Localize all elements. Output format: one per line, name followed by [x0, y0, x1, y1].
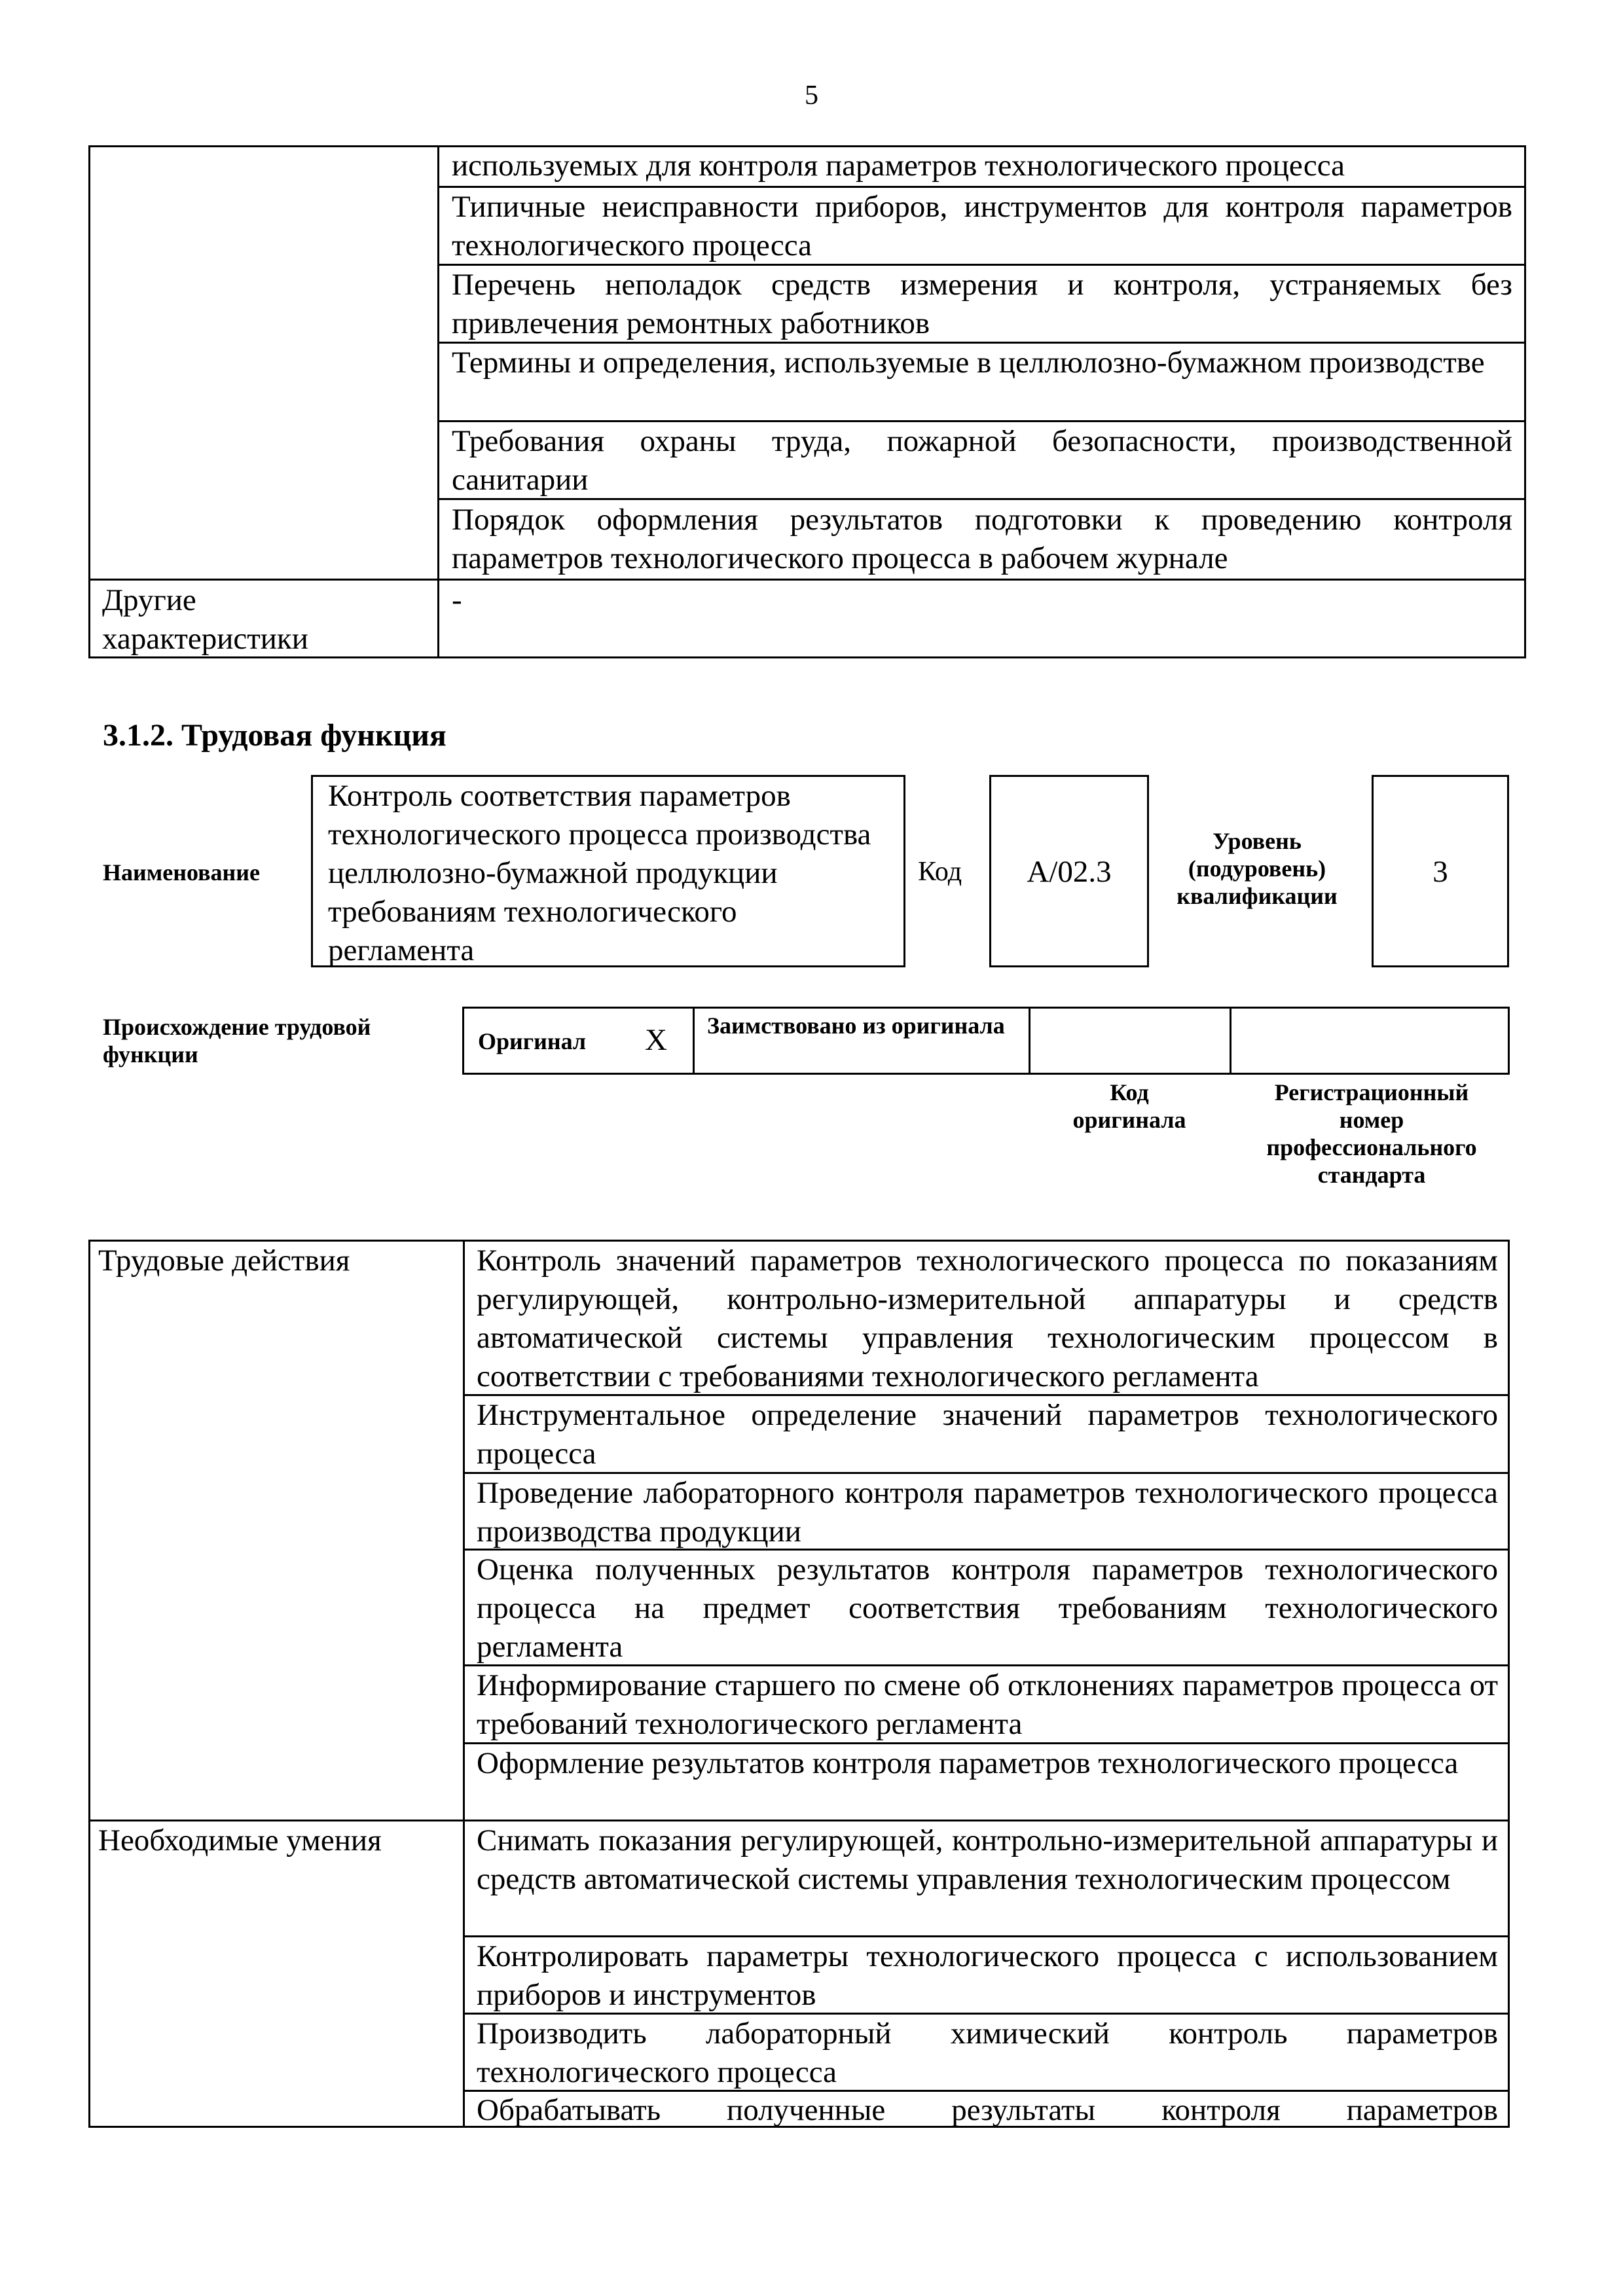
- code-value: А/02.3: [1027, 855, 1112, 889]
- name-label: Наименование: [103, 859, 260, 886]
- other-characteristics-label: Другие характеристики: [102, 583, 308, 656]
- labor-action-item: Информирование старшего по смене об отклонениях параметров процесса от требований технологического регламента: [477, 1668, 1498, 1741]
- other-characteristics-value: -: [452, 583, 462, 617]
- name-value: Контроль соответствия параметров технологического процесса производства целлюлозно-бумажной продукции требованиям технологического регламента: [328, 779, 871, 967]
- top-table-row: Типичные неисправности приборов, инструментов для контроля параметров технологического процесса: [452, 190, 1512, 262]
- top-table-row: Термины и определения, используемые в целлюлозно-бумажном производстве: [452, 346, 1485, 380]
- origin-reg-caption: Регистрационный номер профессионального стандарта: [1266, 1079, 1477, 1188]
- labor-action-item: Инструментальное определение значений параметров технологического процесса: [477, 1398, 1498, 1471]
- top-table-row: Порядок оформления результатов подготовки к проведению контроля параметров технологического процесса в рабочем журнале: [452, 503, 1512, 575]
- origin-label: Происхождение трудовой функции: [103, 1014, 371, 1067]
- top-table-row: Требования охраны труда, пожарной безопасности, производственной санитарии: [452, 424, 1512, 497]
- top-table-row: Перечень неполадок средств измерения и контроля, устраняемых без привлечения ремонтных работников: [452, 268, 1512, 340]
- page-number: 5: [805, 81, 818, 111]
- labor-action-item: Оформление результатов контроля параметров технологического процесса: [477, 1746, 1459, 1780]
- top-table-row: используемых для контроля параметров технологического процесса: [452, 149, 1345, 183]
- level-value: 3: [1432, 855, 1448, 889]
- labor-action-item: Оценка полученных результатов контроля параметров технологического процесса на предмет соответствия требованиям технологического регламента: [477, 1552, 1498, 1664]
- skill-item: Контролировать параметры технологического процесса с использованием приборов и инструментов: [477, 1939, 1498, 2012]
- skill-item: Обрабатывать полученные результаты контроля параметров: [477, 2093, 1498, 2127]
- origin-code-caption: Код оригинала: [1072, 1079, 1186, 1133]
- section-heading: 3.1.2. Трудовая функция: [103, 718, 447, 753]
- top-table-divider: [437, 145, 439, 658]
- level-label: Уровень (подуровень) квалификации: [1176, 828, 1338, 909]
- origin-original: Оригинал: [478, 1028, 587, 1054]
- origin-borrowed: Заимствовано из оригинала: [707, 1013, 1005, 1039]
- required-skills-label: Необходимые умения: [98, 1823, 382, 1857]
- origin-mark: X: [645, 1023, 667, 1057]
- skill-item: Производить лабораторный химический контроль параметров технологического процесса: [477, 2017, 1498, 2089]
- skill-item: Снимать показания регулирующей, контрольно-измерительной аппаратуры и средств автоматической системы управления технологическим процессом: [477, 1823, 1498, 1896]
- main-table-divider: [463, 1240, 465, 2128]
- labor-action-item: Проведение лабораторного контроля параметров технологического процесса производства продукции: [477, 1476, 1498, 1549]
- labor-action-item: Контроль значений параметров технологического процесса по показаниям регулирующей, контрольно-измерительной аппаратуры и средств автоматической системы управления технологическим процессом в соответствии с требованиями технологического регламента: [477, 1244, 1498, 1393]
- labor-actions-label: Трудовые действия: [98, 1244, 350, 1278]
- code-label: Код: [918, 857, 962, 887]
